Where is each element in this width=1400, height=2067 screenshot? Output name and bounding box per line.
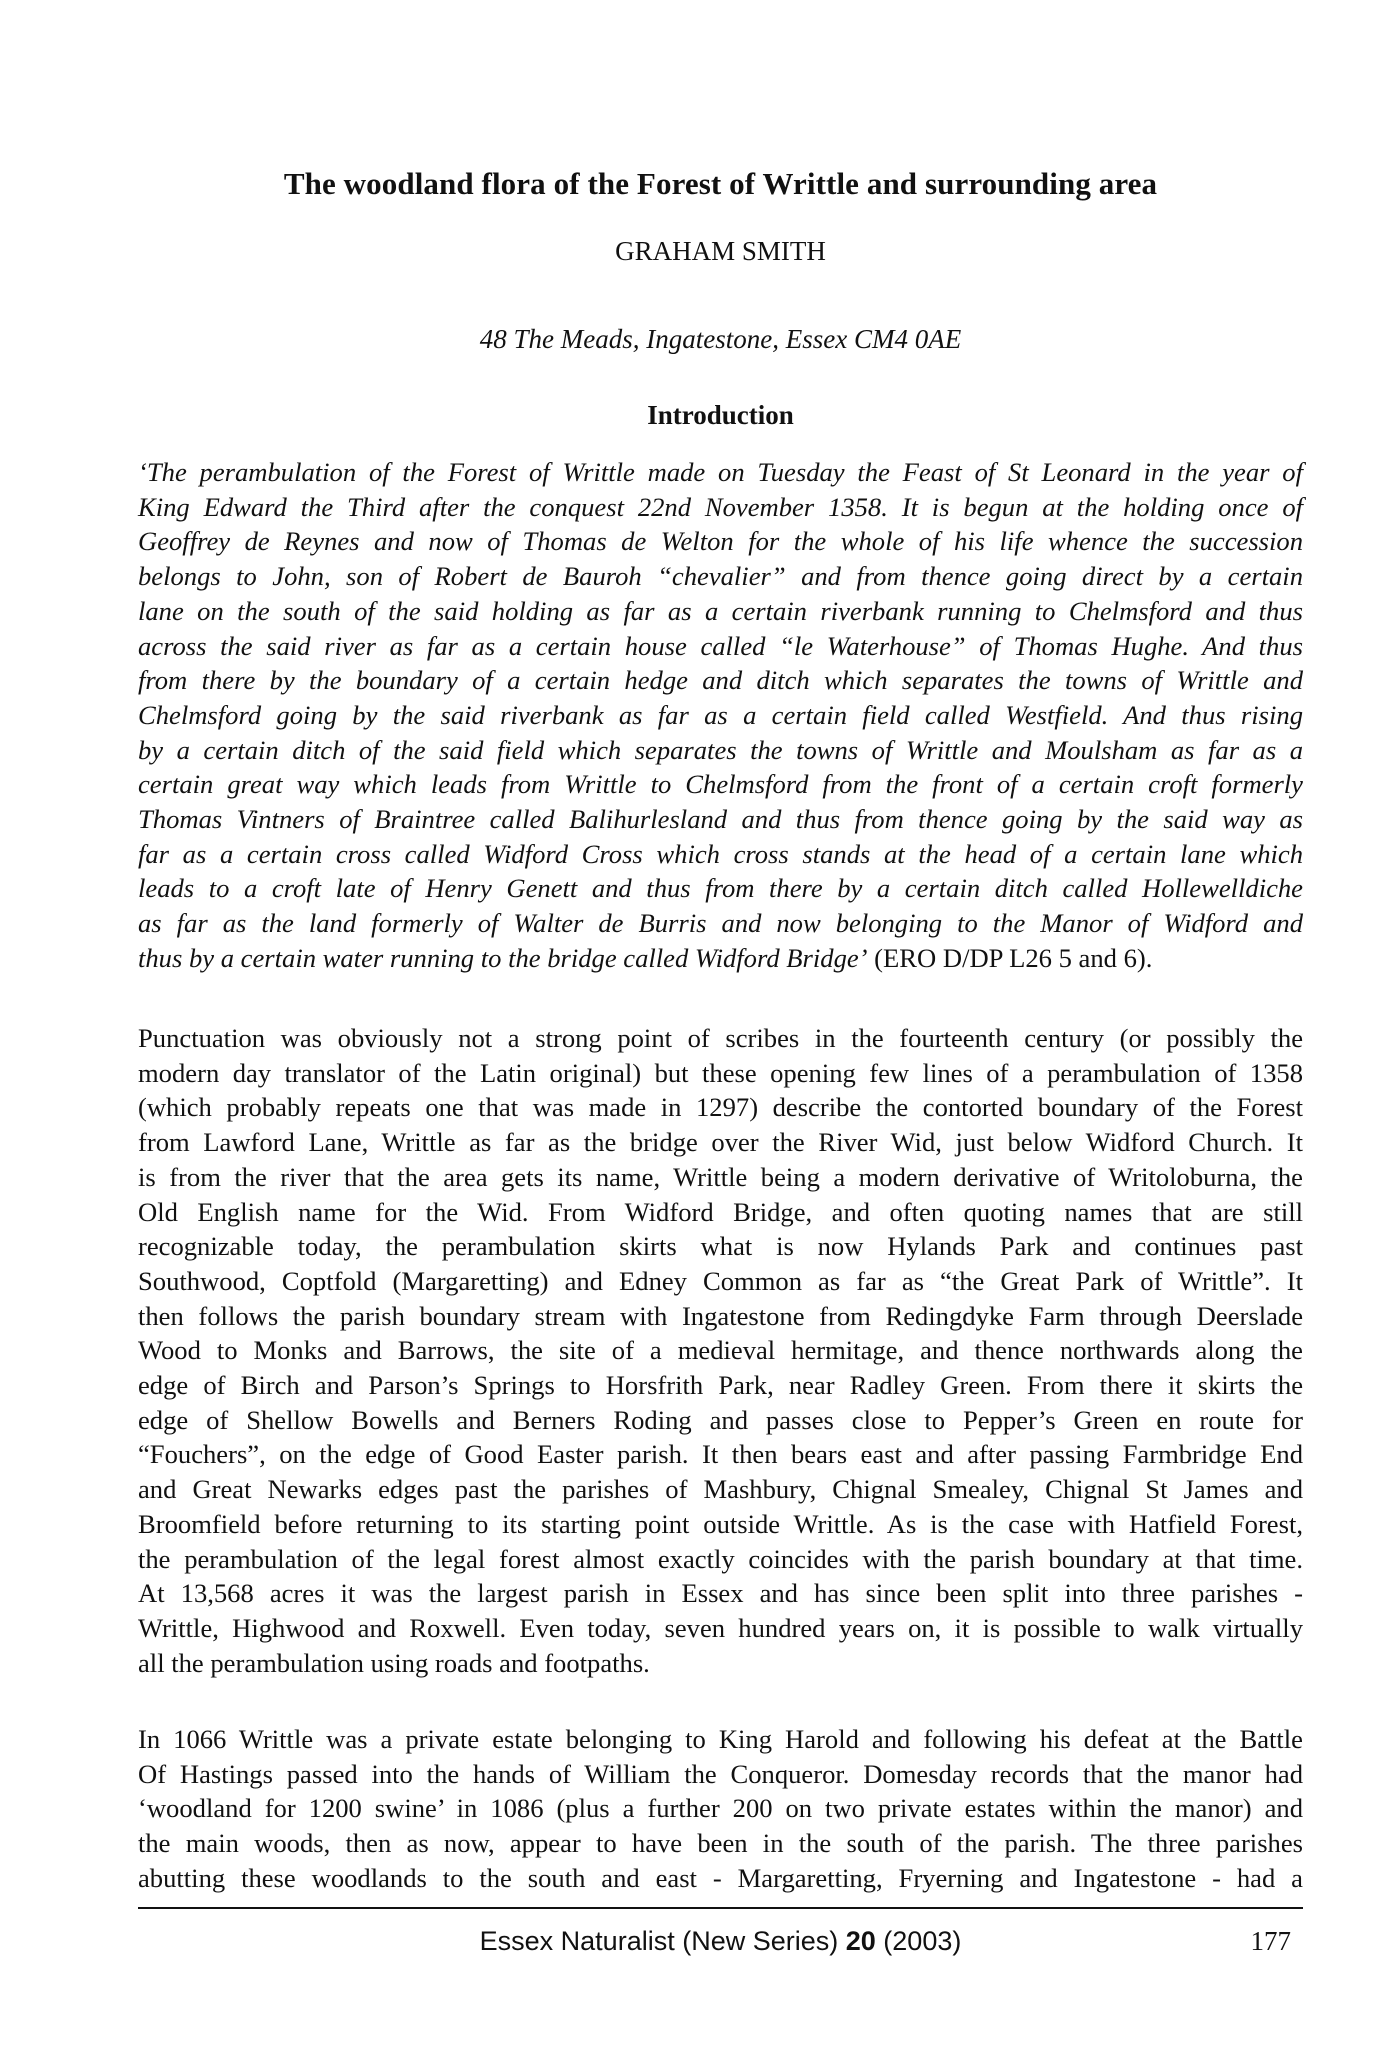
paragraph-line: edge of Birch and Parson’s Springs to Horsfrith Park, near Radley Green. From there it skirts the bbox=[138, 1370, 1303, 1401]
quote-line: across the said river as far as a certain house called “le Waterhouse” of Thomas Hughe. And thus bbox=[138, 630, 1303, 661]
section-heading-introduction: Introduction bbox=[647, 400, 794, 430]
paragraph-line: ‘woodland for 1200 swine’ in 1086 (plus a further 200 on two private estates within the manor) and bbox=[138, 1793, 1303, 1824]
paragraph-line: from Lawford Lane, Writtle as far as the bridge over the River Wid, just below Widford Church. It bbox=[138, 1127, 1303, 1158]
quote-line: Geoffrey de Reynes and now of Thomas de Welton for the whole of his life whence the succession bbox=[138, 526, 1303, 557]
quote-line: ‘The perambulation of the Forest of Writtle made on Tuesday the Feast of St Leonard in the year of bbox=[138, 457, 1303, 487]
paragraph-line: At 13,568 acres it was the largest parish in Essex and has since been split into three parishes - bbox=[138, 1578, 1303, 1609]
paragraph-line: “Fouchers”, on the edge of Good Easter parish. It then bears east and after passing Farmbridge End bbox=[138, 1439, 1303, 1470]
quote-line: belongs to John, son of Robert de Bauroh “chevalier” and from thence going direct by a certain bbox=[138, 561, 1303, 592]
paragraph-line: then follows the parish boundary stream with Ingatestone from Redingdyke Farm through Deerslade bbox=[138, 1300, 1303, 1331]
paragraph-line: Writtle, Highwood and Roxwell. Even today, seven hundred years on, it is possible to walk virtually bbox=[138, 1612, 1303, 1643]
perambulation-quote bbox=[138, 455, 1303, 976]
quote-citation: (ERO D/DP L26 5 and 6). bbox=[867, 942, 1153, 973]
quote-line: as far as the land formerly of Walter de Burris and now belonging to the Manor of Widford and bbox=[138, 908, 1303, 939]
paragraph-line: Of Hastings passed into the hands of William the Conqueror. Domesday records that the manor had bbox=[138, 1758, 1303, 1789]
paragraph-line: edge of Shellow Bowells and Berners Roding and passes close to Pepper’s Green en route for bbox=[138, 1404, 1303, 1435]
paragraph-line: all the perambulation using roads and footpaths. bbox=[138, 1647, 650, 1678]
paragraph-line: Southwood, Coptfold (Margaretting) and Edney Common as far as “the Great Park of Writtle”. It bbox=[138, 1265, 1303, 1296]
body-paragraph-1 bbox=[138, 1021, 1303, 1680]
quote-line: far as a certain cross called Widford Cross which cross stands at the head of a certain lane which bbox=[138, 838, 1303, 869]
quote-line: certain great way which leads from Writtle to Chelmsford from the front of a certain croft formerly bbox=[138, 769, 1303, 800]
quote-line: lane on the south of the said holding as far as a certain riverbank running to Chelmsford and thus bbox=[138, 595, 1303, 626]
paragraph-line: modern day translator of the Latin original) but these opening few lines of a perambulation of 1358 bbox=[138, 1057, 1303, 1088]
body-paragraph-2 bbox=[138, 1722, 1303, 1896]
quote-line: Chelmsford going by the said riverbank as far as a certain field called Westfield. And thus rising bbox=[138, 699, 1303, 730]
footer-divider bbox=[138, 1907, 1303, 1909]
page-number: 177 bbox=[1250, 1926, 1291, 1956]
paragraph-line: is from the river that the area gets its name, Writtle being a modern derivative of Writoloburna, the bbox=[138, 1161, 1303, 1192]
paragraph-line: abutting these woodlands to the south and east - Margaretting, Fryerning and Ingatestone - had a bbox=[138, 1862, 1303, 1893]
paragraph-line: Wood to Monks and Barrows, the site of a medieval hermitage, and thence northwards along the bbox=[138, 1335, 1303, 1366]
page-footer bbox=[138, 1926, 1303, 1966]
journal-year: (2003) bbox=[875, 1926, 962, 1956]
paragraph-line: Broomfield before returning to its starting point outside Writtle. As is the case with Hatfield Forest, bbox=[138, 1508, 1303, 1539]
paragraph-line: recognizable today, the perambulation skirts what is now Hylands Park and continues past bbox=[138, 1231, 1303, 1262]
quote-line: leads to a croft late of Henry Genett and thus from there by a certain ditch called Hollewelldiche bbox=[138, 873, 1303, 904]
journal-citation bbox=[138, 1926, 1303, 1957]
paragraph-line: (which probably repeats one that was made in 1297) describe the contorted boundary of the Forest bbox=[138, 1092, 1303, 1123]
quote-line: Thomas Vintners of Braintree called Balihurlesland and thus from thence going by the said way as bbox=[138, 804, 1303, 835]
article-title: The woodland flora of the Forest of Writtle and surrounding area bbox=[283, 166, 1158, 201]
article-author: GRAHAM SMITH bbox=[615, 236, 826, 266]
paragraph-line: Punctuation was obviously not a strong point of scribes in the fourteenth century (or possibly the bbox=[138, 1023, 1303, 1053]
journal-volume: 20 bbox=[845, 1926, 876, 1956]
quote-line: King Edward the Third after the conquest 22nd November 1358. It is begun at the holding once of bbox=[138, 491, 1303, 522]
quote-line: thus by a certain water running to the bridge called Widford Bridge’ bbox=[138, 942, 868, 973]
journal-name: Essex Naturalist (New Series) bbox=[479, 1926, 846, 1956]
quote-line: from there by the boundary of a certain hedge and ditch which separates the towns of Writtle and bbox=[138, 665, 1303, 696]
paragraph-line: and Great Newarks edges past the parishes of Mashbury, Chignal Smealey, Chignal St James and bbox=[138, 1474, 1303, 1505]
paragraph-line: In 1066 Writtle was a private estate belonging to King Harold and following his defeat at the Battle bbox=[138, 1724, 1303, 1754]
paragraph-line: Old English name for the Wid. From Widford Bridge, and often quoting names that are still bbox=[138, 1196, 1303, 1227]
journal-page bbox=[138, 0, 1303, 2067]
quote-line: by a certain ditch of the said field which separates the towns of Writtle and Moulsham as far as a bbox=[138, 734, 1303, 765]
paragraph-line: the main woods, then as now, appear to have been in the south of the parish. The three parishes bbox=[138, 1828, 1303, 1859]
paragraph-line: the perambulation of the legal forest almost exactly coincides with the parish boundary at that time. bbox=[138, 1543, 1303, 1574]
author-address: 48 The Meads, Ingatestone, Essex CM4 0AE bbox=[479, 324, 962, 354]
quote-last-line bbox=[138, 941, 1303, 976]
